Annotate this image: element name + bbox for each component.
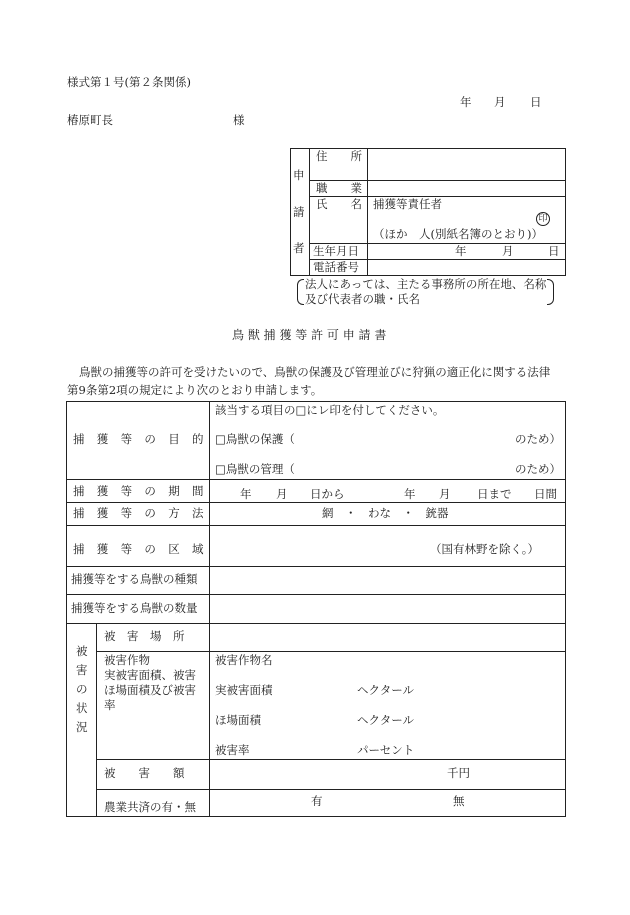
date-year-label: 年 bbox=[460, 95, 472, 109]
seal-mark: 印 bbox=[536, 212, 550, 226]
damage-rate-unit: パーセント bbox=[357, 743, 415, 757]
name-value: 捕獲等責任者 bbox=[373, 197, 442, 211]
address-label: 住 所 bbox=[316, 149, 362, 163]
period-from: 日から bbox=[310, 487, 345, 501]
purpose-option-protection-end: のため） bbox=[515, 432, 561, 446]
purpose-option-management-end: のため） bbox=[515, 462, 561, 476]
actual-area-label: 実被害面積 bbox=[215, 683, 273, 697]
area-note: （国有林野を除く。） bbox=[430, 542, 540, 556]
method-options: 網 ・ わな ・ 銃器 bbox=[322, 506, 449, 520]
actual-area-unit: ヘクタール bbox=[357, 683, 415, 697]
name-label: 氏 名 bbox=[316, 197, 362, 211]
damage-side-2: 害 bbox=[76, 663, 88, 677]
purpose-option-management[interactable]: □鳥獣の管理（ bbox=[215, 462, 295, 476]
damage-location-label: 被 害 場 所 bbox=[104, 629, 185, 643]
field-area-label: ほ場面積 bbox=[215, 713, 261, 727]
damage-amount-label: 被 害 額 bbox=[104, 766, 185, 780]
damage-crops-label-2: 実被害面積、被害 bbox=[104, 668, 196, 682]
page-title: 鳥 獣 捕 獲 等 許 可 申 請 書 bbox=[232, 328, 387, 342]
birth-month: 月 bbox=[502, 244, 514, 258]
period-label: 捕 獲 等 の 期 間 bbox=[73, 484, 204, 498]
intro-line2: 第9条第2項の規定により次のとおり申請します。 bbox=[67, 383, 323, 397]
intro-line1: 鳥獣の捕獲等の許可を受けたいので、鳥獣の保護及び管理並びに狩猟の適正化に関する法律 bbox=[79, 365, 551, 379]
damage-crops-label-3: ほ場面積及び被害 bbox=[104, 683, 196, 697]
purpose-instruction: 該当する項目の□にレ印を付してください。 bbox=[215, 403, 445, 417]
birth-year: 年 bbox=[455, 244, 467, 258]
applicant-side-1: 申 bbox=[293, 168, 305, 182]
damage-side-5: 況 bbox=[76, 720, 88, 734]
addressee: 椿原町長 bbox=[67, 113, 113, 127]
damage-amount-unit: 千円 bbox=[447, 766, 470, 780]
damage-side-1: 被 bbox=[76, 644, 88, 658]
field-area-unit: ヘクタール bbox=[357, 713, 415, 727]
period-year-until: 年 bbox=[404, 487, 416, 501]
period-month-from: 月 bbox=[276, 487, 288, 501]
damage-side-4: 状 bbox=[76, 701, 88, 715]
method-label: 捕 獲 等 の 方 法 bbox=[73, 506, 204, 520]
quantity-label: 捕獲等をする鳥獣の数量 bbox=[71, 601, 198, 615]
period-days: 日間 bbox=[534, 487, 557, 501]
applicant-side-3: 者 bbox=[293, 241, 305, 255]
others-note: （ほか 人(別紙名簿のとおり)） bbox=[373, 227, 543, 241]
birth-day: 日 bbox=[548, 244, 560, 258]
birthdate-label: 生年月日 bbox=[313, 244, 359, 258]
insurance-yes[interactable]: 有 bbox=[311, 794, 323, 808]
period-until: 日まで bbox=[477, 487, 512, 501]
damage-rate-label: 被害率 bbox=[215, 743, 250, 757]
purpose-option-protection[interactable]: □鳥獣の保護（ bbox=[215, 432, 295, 446]
crop-name-label: 被害作物名 bbox=[215, 653, 273, 667]
form-number: 様式第１号(第２条関係) bbox=[67, 75, 191, 89]
addressee-honorific: 様 bbox=[233, 113, 245, 127]
insurance-no[interactable]: 無 bbox=[453, 794, 465, 808]
damage-crops-label-4: 率 bbox=[104, 698, 116, 712]
purpose-label: 捕 獲 等 の 目 的 bbox=[73, 432, 204, 446]
species-label: 捕獲等をする鳥獣の種類 bbox=[71, 572, 198, 586]
period-year-from: 年 bbox=[240, 487, 252, 501]
damage-crops-label-1: 被害作物 bbox=[104, 653, 150, 667]
occupation-label: 職 業 bbox=[316, 181, 362, 195]
date-month-label: 月 bbox=[494, 95, 506, 109]
phone-label: 電話番号 bbox=[313, 260, 359, 274]
corp-note-line1: 法人にあっては、主たる事務所の所在地、名称 bbox=[305, 277, 547, 291]
corp-note-line2: 及び代表者の職・氏名 bbox=[305, 292, 420, 306]
date-day-label: 日 bbox=[530, 95, 542, 109]
area-label: 捕 獲 等 の 区 域 bbox=[73, 542, 204, 556]
damage-side-3: の bbox=[76, 682, 88, 696]
applicant-side-2: 請 bbox=[293, 205, 305, 219]
period-month-until: 月 bbox=[439, 487, 451, 501]
insurance-label: 農業共済の有・無 bbox=[104, 800, 196, 814]
